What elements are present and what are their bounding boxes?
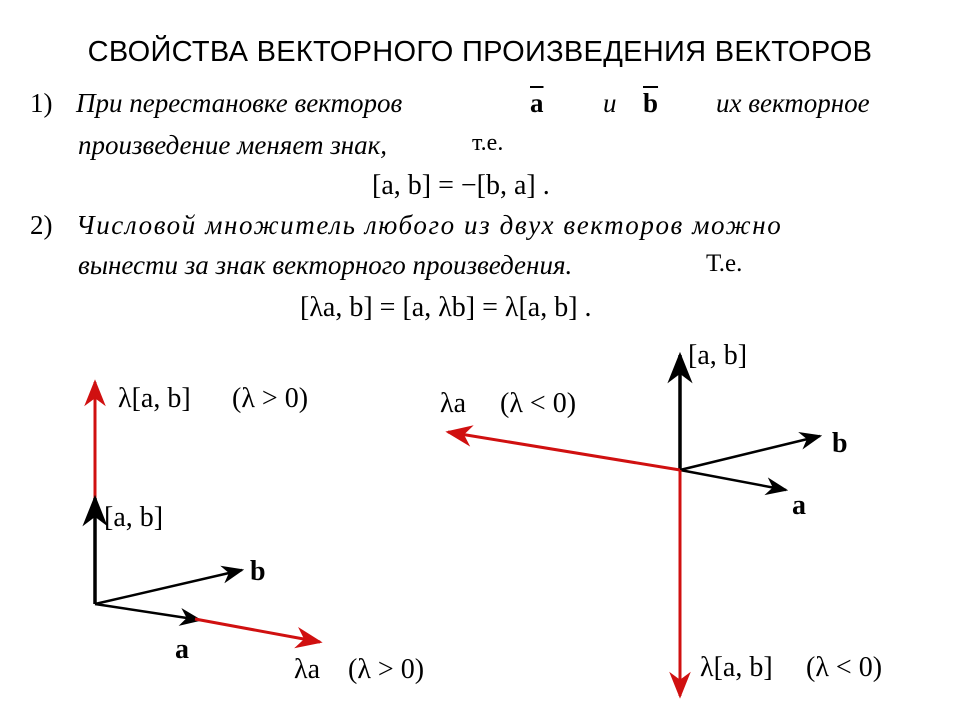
left-label-a: a — [175, 634, 189, 665]
left-label-scaled-a: λa — [294, 654, 321, 685]
right-label-scaled-cross: λ[a, b] — [700, 652, 773, 683]
page-title: СВОЙСТВА ВЕКТОРНОГО ПРОИЗВЕДЕНИЯ ВЕКТОРОВ — [87, 36, 873, 68]
property-1-conjunction: и — [603, 88, 617, 118]
property-1-te: т.е. — [472, 130, 504, 156]
vector-b-symbol: $\overline{b}$ — [643, 88, 659, 118]
right-label-scaled-a: λa — [440, 388, 467, 419]
right-label-a: a — [792, 490, 806, 521]
left-a-vector — [95, 604, 200, 620]
property-2-number: 2) — [30, 210, 53, 240]
left-label-cond-positive-a: (λ > 0) — [348, 654, 425, 685]
property-2-formula: [λa, b] = [a, λb] = λ[a, b] . — [300, 292, 592, 323]
property-2-te: Т.е. — [706, 250, 743, 277]
property-1-text-part1: При перестановке векторов — [76, 88, 403, 118]
property-1-number: 1) — [30, 88, 53, 118]
property-2-line2: вынести за знак векторного произведения. — [78, 250, 573, 280]
right-label-cross: [a, b] — [688, 340, 748, 371]
property-1-line2: произведение меняет знак, — [78, 130, 388, 160]
left-label-scaled-cross: λ[a, b] — [118, 383, 191, 414]
right-label-cond-negative-a: (λ < 0) — [500, 388, 577, 419]
property-2-line1: Числовой множитель любого из двух векторов можно — [76, 210, 783, 240]
right-b-vector — [680, 436, 820, 470]
left-label-cond-positive-cross: (λ > 0) — [232, 383, 309, 414]
left-scaled-a-vector — [195, 619, 320, 642]
left-b-vector — [95, 570, 242, 604]
property-1-formula: [a, b] = −[b, a] . — [372, 170, 550, 201]
vector-a-symbol: $\overline{a}$ — [530, 88, 544, 118]
property-1-text-part2: их векторное — [716, 88, 870, 118]
left-label-b: b — [250, 556, 266, 587]
right-label-b: b — [832, 428, 848, 459]
right-scaled-a-vector — [448, 432, 680, 470]
right-label-cond-negative-cross: (λ < 0) — [806, 652, 883, 683]
left-label-cross: [a, b] — [104, 502, 164, 533]
right-a-vector — [680, 470, 786, 490]
